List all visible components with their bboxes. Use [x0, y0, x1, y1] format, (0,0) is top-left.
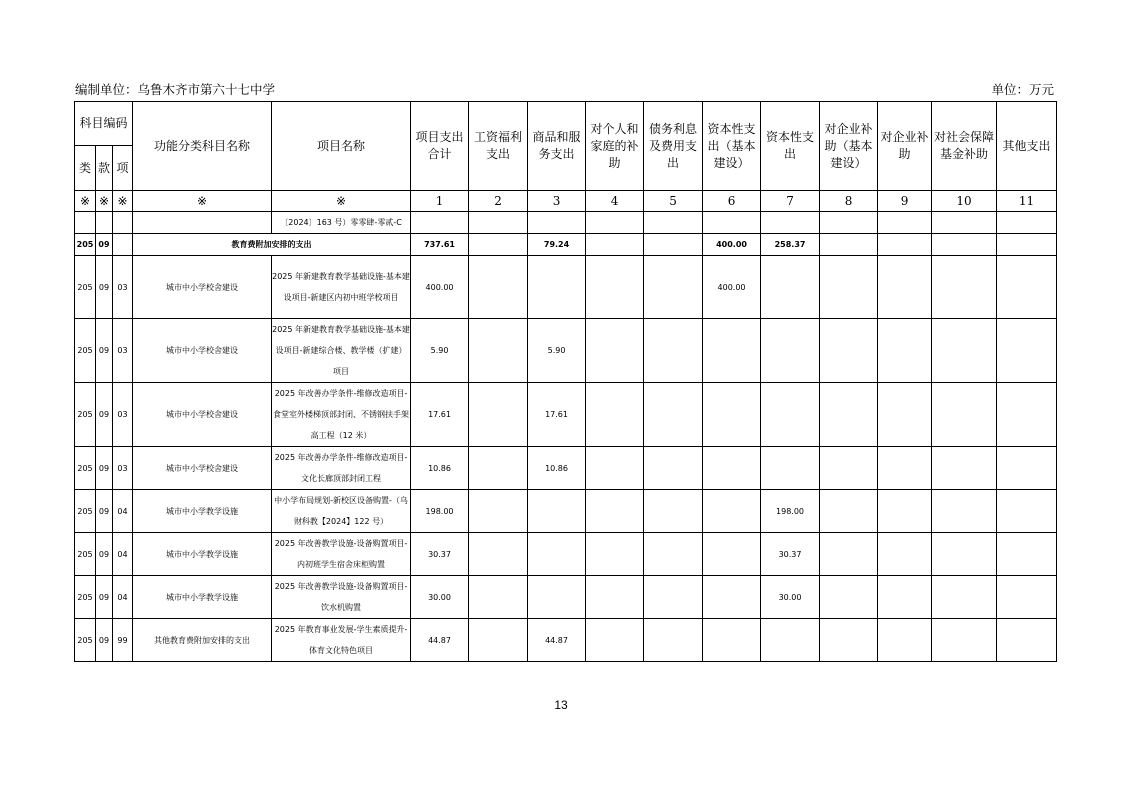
value-cell-6	[703, 490, 761, 533]
value-cell-4	[586, 533, 644, 576]
continuation-project-text: 〔2024〕163 号）零零肆-零贰-C	[272, 212, 411, 234]
project-name-cell: 2025 年改善办学条件-维修改造项目-文化长廊顶部封闭工程	[272, 447, 411, 490]
value-cell-11	[997, 447, 1057, 490]
total-c1: 737.61	[411, 234, 469, 256]
xiang-cell: 03	[113, 256, 133, 319]
value-cell-1: 10.86	[411, 447, 469, 490]
table-row	[75, 256, 1057, 319]
value-cell-1: 30.00	[411, 576, 469, 619]
value-cell-6	[703, 619, 761, 662]
value-cell-2	[469, 319, 528, 383]
value-cell-3	[528, 533, 586, 576]
index-cell: ※	[272, 191, 411, 212]
func-name-cell: 城市中小学校舍建设	[133, 256, 272, 319]
col-header-2: 工资福利支出	[469, 102, 528, 191]
xiang-cell: 03	[113, 319, 133, 383]
value-cell-10	[932, 619, 997, 662]
value-cell-5	[644, 619, 703, 662]
value-cell-3	[528, 490, 586, 533]
value-cell-5	[644, 319, 703, 383]
table-row	[75, 533, 1057, 576]
xiang-cell: 04	[113, 533, 133, 576]
col-header-11: 其他支出	[997, 102, 1057, 191]
col-header-4: 对个人和家庭的补助	[586, 102, 644, 191]
value-cell-9	[878, 576, 932, 619]
value-cell-2	[469, 619, 528, 662]
value-cell-6	[703, 576, 761, 619]
value-cell-7	[761, 619, 820, 662]
col-header-10: 对社会保障基金补助	[932, 102, 997, 191]
index-cell: 8	[820, 191, 878, 212]
index-cell: ※	[113, 191, 133, 212]
value-cell-10	[932, 256, 997, 319]
kuan-cell: 09	[96, 319, 113, 383]
value-cell-5	[644, 447, 703, 490]
total-c7: 258.37	[761, 234, 820, 256]
value-cell-11	[997, 490, 1057, 533]
value-cell-8	[820, 533, 878, 576]
value-cell-3: 5.90	[528, 319, 586, 383]
value-cell-11	[997, 319, 1057, 383]
total-lei: 205	[75, 234, 96, 256]
index-cell: 9	[878, 191, 932, 212]
kuan-header: 款	[96, 146, 113, 191]
table-row	[75, 383, 1057, 447]
value-cell-9	[878, 447, 932, 490]
col-header-3: 商品和服务支出	[528, 102, 586, 191]
value-cell-9	[878, 490, 932, 533]
func-name-cell: 城市中小学校舍建设	[133, 447, 272, 490]
value-cell-2	[469, 447, 528, 490]
col-header-7: 资本性支出	[761, 102, 820, 191]
col-header-5: 债务利息及费用支出	[644, 102, 703, 191]
func-name-cell: 城市中小学教学设施	[133, 533, 272, 576]
index-cell: ※	[75, 191, 96, 212]
func-name-cell: 城市中小学校舍建设	[133, 319, 272, 383]
value-cell-1: 5.90	[411, 319, 469, 383]
value-cell-4	[586, 256, 644, 319]
value-cell-4	[586, 576, 644, 619]
value-cell-5	[644, 576, 703, 619]
value-cell-9	[878, 256, 932, 319]
value-cell-1: 30.37	[411, 533, 469, 576]
value-cell-7	[761, 447, 820, 490]
value-cell-7	[761, 383, 820, 447]
kuan-cell: 09	[96, 383, 113, 447]
xiang-header: 项	[113, 146, 133, 191]
lei-cell: 205	[75, 447, 96, 490]
value-cell-10	[932, 490, 997, 533]
value-cell-10	[932, 319, 997, 383]
index-cell: 7	[761, 191, 820, 212]
value-cell-7: 198.00	[761, 490, 820, 533]
table-row	[75, 319, 1057, 383]
value-cell-9	[878, 383, 932, 447]
index-cell: 11	[997, 191, 1057, 212]
value-cell-1: 17.61	[411, 383, 469, 447]
index-cell: 6	[703, 191, 761, 212]
value-cell-4	[586, 490, 644, 533]
value-cell-6: 400.00	[703, 256, 761, 319]
xiang-cell: 04	[113, 576, 133, 619]
unit-label: 编制单位：乌鲁木齐市第六十七中学	[75, 82, 276, 97]
func-name-cell: 其他教育费附加安排的支出	[133, 619, 272, 662]
currency-unit-label: 单位：万元	[991, 82, 1054, 97]
value-cell-5	[644, 383, 703, 447]
code-group-header: 科目编码	[75, 102, 133, 146]
xiang-cell: 03	[113, 447, 133, 490]
value-cell-5	[644, 256, 703, 319]
table-row	[75, 447, 1057, 490]
index-cell: 2	[469, 191, 528, 212]
project-name-cell: 2025 年教育事业发展-学生素质提升-体育文化特色项目	[272, 619, 411, 662]
value-cell-11	[997, 533, 1057, 576]
page-number: 13	[554, 698, 568, 712]
project-name-cell: 2025 年新建教育教学基础设施-基本建设项目-新建区内初中班学校项目	[272, 256, 411, 319]
func-name-cell: 城市中小学校舍建设	[133, 383, 272, 447]
xiang-cell: 03	[113, 383, 133, 447]
value-cell-8	[820, 319, 878, 383]
lei-header: 类	[75, 146, 96, 191]
index-cell: ※	[133, 191, 272, 212]
kuan-cell: 09	[96, 490, 113, 533]
value-cell-3: 10.86	[528, 447, 586, 490]
kuan-cell: 09	[96, 619, 113, 662]
value-cell-2	[469, 256, 528, 319]
index-cell: 4	[586, 191, 644, 212]
value-cell-7: 30.00	[761, 576, 820, 619]
project-name-cell: 2025 年改善办学条件-维修改造项目-食堂室外楼梯顶部封闭、不锈钢扶手架高工程（12 米）	[272, 383, 411, 447]
total-name: 教育费附加安排的支出	[133, 234, 411, 256]
index-cell: 10	[932, 191, 997, 212]
kuan-cell: 09	[96, 447, 113, 490]
col-header-9: 对企业补助	[878, 102, 932, 191]
project-name-cell: 2025 年改善教学设施-设备购置项目-饮水机购置	[272, 576, 411, 619]
table-row	[75, 619, 1057, 662]
lei-cell: 205	[75, 256, 96, 319]
table-row	[75, 490, 1057, 533]
value-cell-4	[586, 447, 644, 490]
lei-cell: 205	[75, 576, 96, 619]
value-cell-6	[703, 533, 761, 576]
value-cell-9	[878, 619, 932, 662]
value-cell-2	[469, 576, 528, 619]
index-row	[75, 191, 1057, 212]
value-cell-2	[469, 533, 528, 576]
value-cell-4	[586, 619, 644, 662]
value-cell-1: 44.87	[411, 619, 469, 662]
value-cell-8	[820, 383, 878, 447]
table-row	[75, 576, 1057, 619]
value-cell-11	[997, 383, 1057, 447]
total-c6: 400.00	[703, 234, 761, 256]
value-cell-9	[878, 533, 932, 576]
lei-cell: 205	[75, 490, 96, 533]
total-row	[75, 234, 1057, 256]
col-header-1: 项目支出合计	[411, 102, 469, 191]
lei-cell: 205	[75, 319, 96, 383]
total-kuan: 09	[96, 234, 113, 256]
value-cell-11	[997, 256, 1057, 319]
value-cell-10	[932, 576, 997, 619]
kuan-cell: 09	[96, 533, 113, 576]
value-cell-4	[586, 383, 644, 447]
value-cell-7	[761, 319, 820, 383]
value-cell-3: 17.61	[528, 383, 586, 447]
value-cell-1: 400.00	[411, 256, 469, 319]
value-cell-7: 30.37	[761, 533, 820, 576]
value-cell-2	[469, 383, 528, 447]
project-name-header: 项目名称	[272, 102, 411, 191]
kuan-cell: 09	[96, 256, 113, 319]
value-cell-6	[703, 319, 761, 383]
total-c3: 79.24	[528, 234, 586, 256]
index-cell: ※	[96, 191, 113, 212]
func-name-cell: 城市中小学教学设施	[133, 576, 272, 619]
col-header-8: 对企业补助（基本建设）	[820, 102, 878, 191]
value-cell-8	[820, 490, 878, 533]
value-cell-8	[820, 447, 878, 490]
xiang-cell: 04	[113, 490, 133, 533]
value-cell-3	[528, 256, 586, 319]
value-cell-3	[528, 576, 586, 619]
value-cell-5	[644, 490, 703, 533]
value-cell-8	[820, 576, 878, 619]
index-cell: 5	[644, 191, 703, 212]
value-cell-9	[878, 319, 932, 383]
value-cell-1: 198.00	[411, 490, 469, 533]
value-cell-10	[932, 383, 997, 447]
value-cell-7	[761, 256, 820, 319]
func-name-header: 功能分类科目名称	[133, 102, 272, 191]
func-name-cell: 城市中小学教学设施	[133, 490, 272, 533]
index-cell: 3	[528, 191, 586, 212]
value-cell-11	[997, 619, 1057, 662]
project-name-cell: 中小学布局规划-新校区设备购置-（乌财科教【2024】122 号）	[272, 490, 411, 533]
value-cell-4	[586, 319, 644, 383]
continuation-row	[75, 212, 1057, 234]
col-header-6: 资本性支出（基本建设）	[703, 102, 761, 191]
value-cell-2	[469, 490, 528, 533]
value-cell-10	[932, 533, 997, 576]
xiang-cell: 99	[113, 619, 133, 662]
lei-cell: 205	[75, 383, 96, 447]
lei-cell: 205	[75, 533, 96, 576]
lei-cell: 205	[75, 619, 96, 662]
project-name-cell: 2025 年改善教学设施-设备购置项目-内初班学生宿舍床柜购置	[272, 533, 411, 576]
value-cell-8	[820, 256, 878, 319]
kuan-cell: 09	[96, 576, 113, 619]
value-cell-11	[997, 576, 1057, 619]
project-name-cell: 2025 年新建教育教学基础设施-基本建设项目-新建综合楼、教学楼（扩建）项目	[272, 319, 411, 383]
value-cell-3: 44.87	[528, 619, 586, 662]
value-cell-8	[820, 619, 878, 662]
header-row-1	[75, 102, 1057, 146]
value-cell-5	[644, 533, 703, 576]
value-cell-10	[932, 447, 997, 490]
value-cell-6	[703, 383, 761, 447]
value-cell-6	[703, 447, 761, 490]
index-cell: 1	[411, 191, 469, 212]
budget-table	[74, 101, 1057, 662]
